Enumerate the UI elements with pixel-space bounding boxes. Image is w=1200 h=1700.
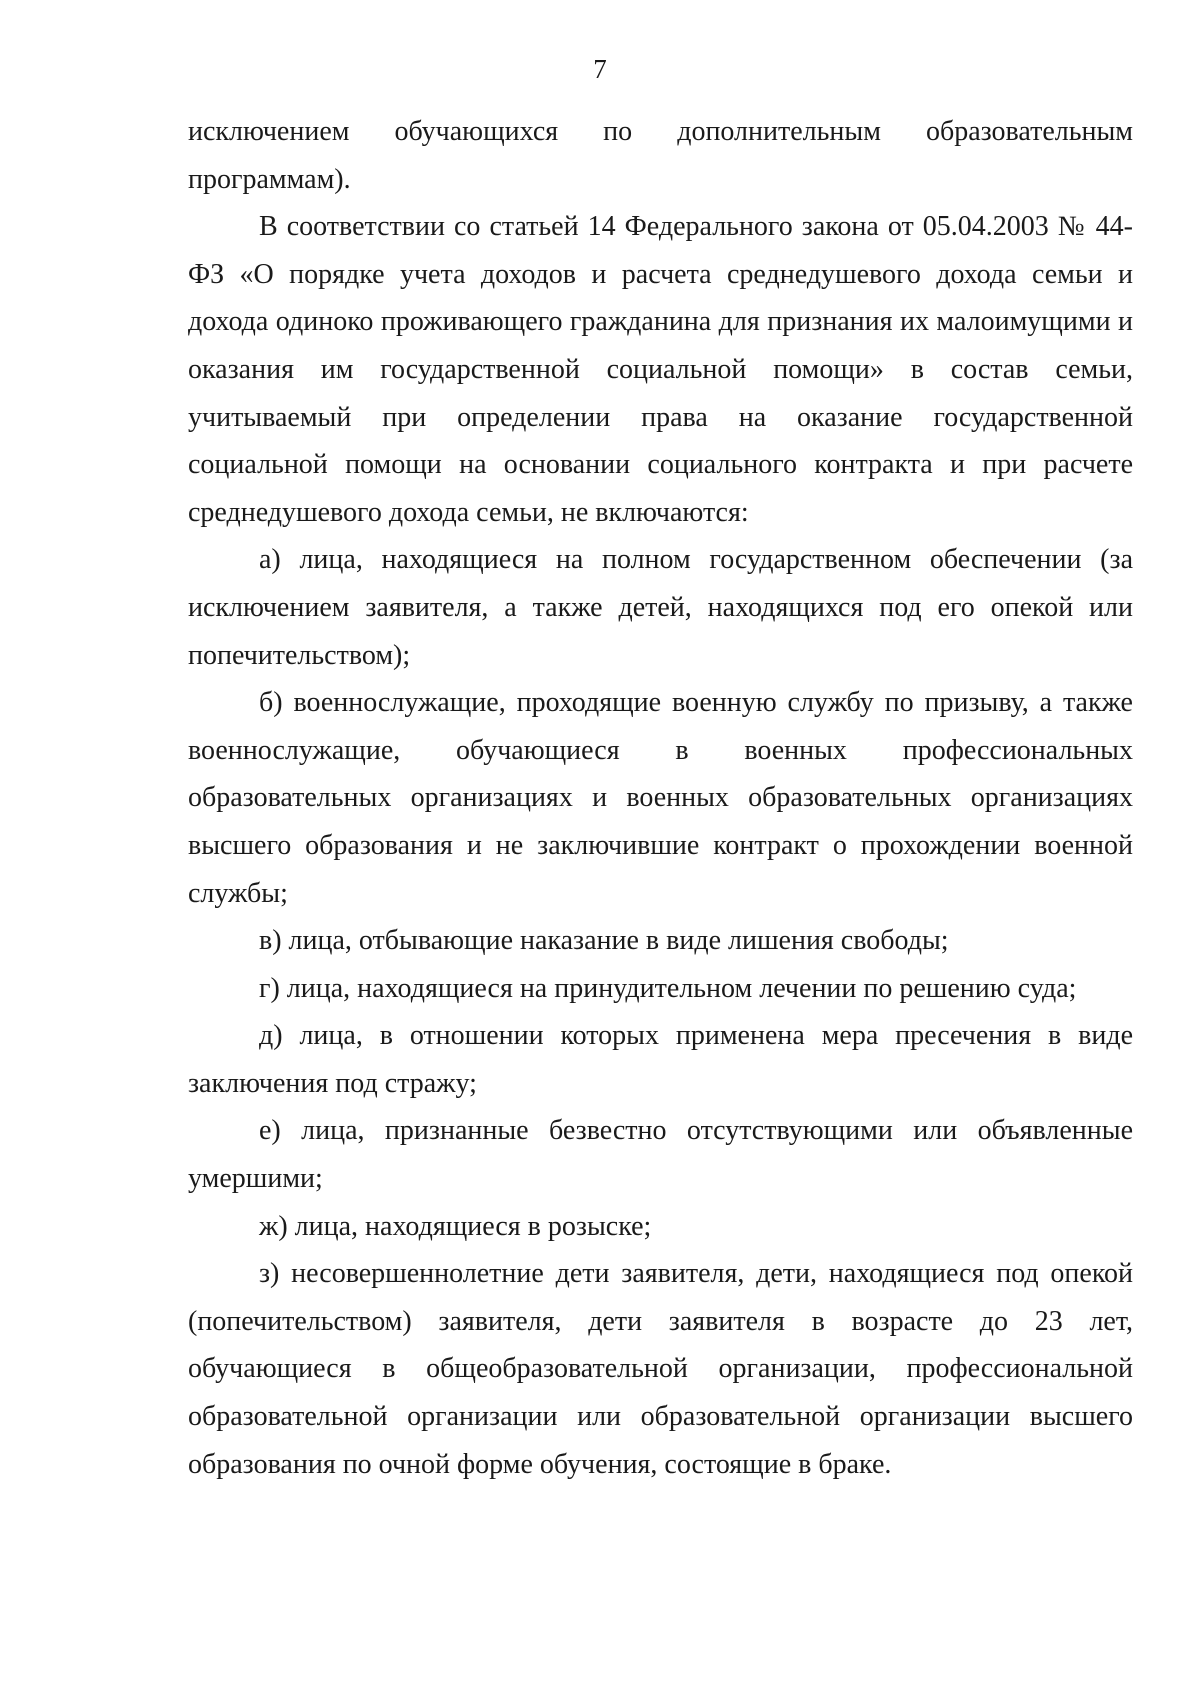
list-item-d: д) лица, в отношении которых применена мера пресечения в виде заключения под стражу; [188,1020,1133,1099]
paragraph-continued: исключением обучающихся по дополнительным образовательным программам). [188,116,1133,195]
list-item-g: г) лица, находящиеся на принудительном лечении по решению суда; [259,972,1077,1004]
document-body [188,108,1133,1488]
list-item-z: з) несовершеннолетние дети заявителя, дети, находящиеся под опекой (попечительством) заявителя, дети заявителя в возрасте до 23 лет, обучающиеся в общеобразовательной организации, профессиональной образовательной организации или образовательной организации высшего образования по очной форме обучения, состоящие в браке. [188,1258,1133,1480]
page-number: 7 [593,54,607,84]
list-item-e: е) лица, признанные безвестно отсутствующими или объявленные умершими; [188,1115,1133,1195]
paragraph-intro: В соответствии со статьей 14 Федерального закона от 05.04.2003 № 44-ФЗ «О порядке учета доходов и расчета среднедушевого дохода семьи и дохода одиноко проживающего гражданина для признания их малоимущими и оказания им государственной социальной помощи» в состав семьи, учитываемый при определении права на оказание государственной социальной помощи на основании социального контракта и при расчете среднедушевого дохода семьи, не включаются: [188,211,1133,528]
list-item-v: в) лица, отбывающие наказание в виде лишения свободы; [259,925,949,957]
list-item-b: б) военнослужащие, проходящие военную службу по призыву, а также военнослужащие, обучающиеся в военных профессиональных образовательных организациях и военных образовательных организациях высшего образования и не заключившие контракт о прохождении военной службы; [188,687,1133,909]
list-item-zh: ж) лица, находящиеся в розыске; [259,1210,652,1242]
list-item-a: а) лица, находящиеся на полном государственном обеспечении (за исключением заявителя, а также детей, находящихся под его опекой или попечительством); [188,544,1133,671]
